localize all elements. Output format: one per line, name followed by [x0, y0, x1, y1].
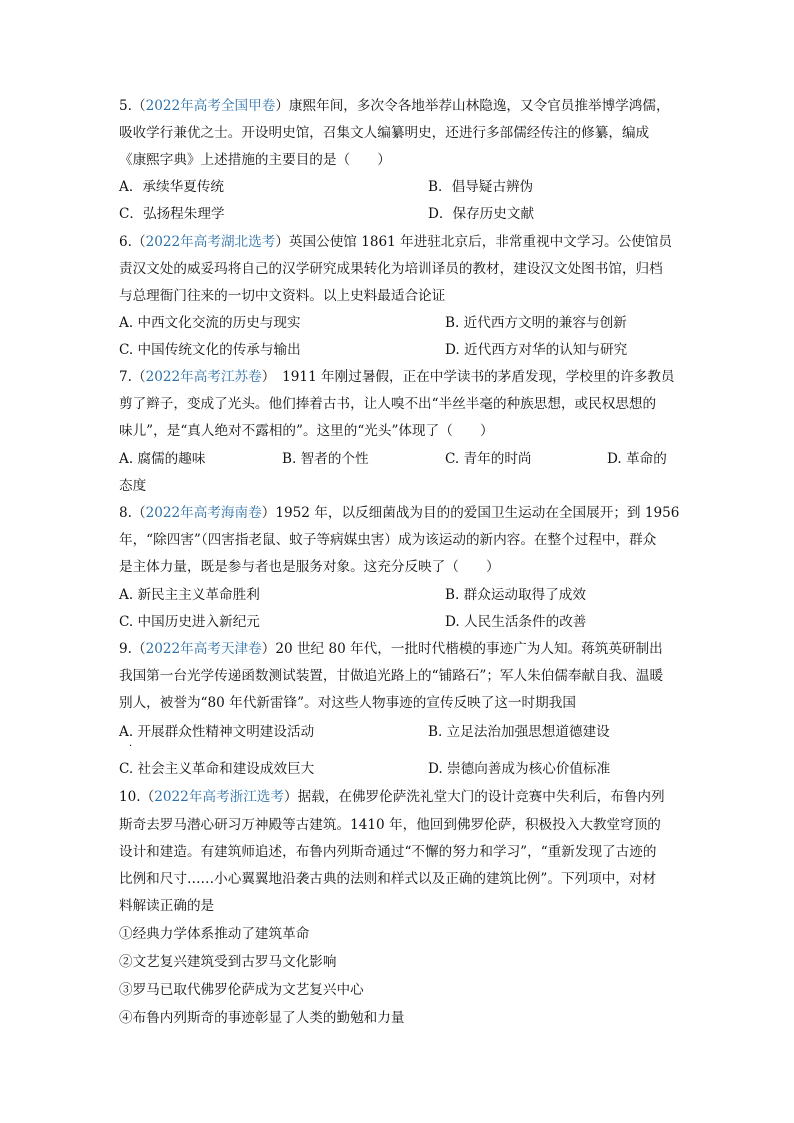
q5-source: 2022年高考全国甲卷 — [145, 98, 276, 114]
q6-text-1: ）英国公使馆 1861 年进驻北京后，非常重视中文学习。公使馆员 — [275, 234, 673, 250]
q6-line-2: 责汉文处的威妥玛将自己的汉学研究成果转化为培训译员的教材，建设汉文处图书馆，归档 — [119, 261, 663, 277]
q6-number: 6.（ — [119, 234, 146, 250]
q8-line-3: 是主体力量，既是参与者也是服务对象。这充分反映了（ ） — [119, 559, 500, 575]
q10-line-3: 设计和建造。有建筑师追述，布鲁内列斯奇通过“不懈的努力和学习”，“重新发现了古迹的 — [119, 844, 657, 860]
q6-option-d: D. 近代西方对华的认知与研究 — [445, 342, 628, 358]
q9-line-2: 我国第一台光学传递函数测试装置，甘做追光路上的“铺路石”；军人朱伯儒奉献自我、温暖 — [119, 668, 664, 684]
q7-option-c: C. 青年的时尚 — [445, 451, 532, 467]
q5-line-2: 吸收学行兼优之士。开设明史馆，召集文人编纂明史，还进行多部儒经传注的修纂，编成 — [119, 125, 650, 141]
q7-option-a: A. 腐儒的趣味 — [119, 451, 206, 467]
q9-option-a: A. 开展群众性精神文明建设活动 — [119, 724, 315, 740]
q9-option-b: B. 立足法治加强思想道德建设 — [428, 724, 610, 740]
q9-option-c: C. 社会主义革命和建设成效巨大 — [119, 761, 315, 777]
q5-option-c: C．弘扬程朱理学 — [119, 206, 225, 222]
q8-option-d: D. 人民生活条件的改善 — [445, 614, 587, 630]
q10-text-1: ）据载，在佛罗伦萨洗礼堂大门的设计竞赛中失利后，布鲁内列 — [283, 789, 665, 805]
q7-option-d: D. 革命的 — [607, 451, 667, 467]
q8-line-1 — [119, 503, 679, 523]
q5-option-b: B．倡导疑古辨伪 — [428, 179, 534, 195]
q10-line-5: 料解读正确的是 — [119, 898, 215, 914]
q8-line-2: 年，“除四害”（四害指老鼠、蚊子等病媒虫害）成为该运动的新内容。在整个过程中，群众 — [119, 532, 657, 548]
q8-option-c: C. 中国历史进入新纪元 — [119, 614, 260, 630]
q8-option-b: B. 群众运动取得了成效 — [445, 587, 586, 603]
q7-text-1: ） 1911 年刚过暑假，正在中学读书的茅盾发现，学校里的许多教员 — [261, 369, 675, 385]
q9-number: 9.（ — [119, 641, 146, 657]
q7-line-3: 味儿”，是“真人绝对不露相的”。这里的“光头”体现了（ ） — [119, 423, 494, 439]
q6-option-b: B. 近代西方文明的兼容与创新 — [445, 315, 627, 331]
q7-line-2: 剪了辫子，变成了光头。他们捧着古书，让人嗅不出“半丝半毫的种族思想，或民权思想的 — [119, 396, 657, 412]
q7-line-1 — [119, 367, 675, 387]
q6-line-1 — [119, 232, 672, 252]
q10-line-2: 斯奇去罗马潜心研习万神殿等古建筑。1410 年，他回到佛罗伦萨，积极投入大教堂穹顶的 — [119, 817, 661, 833]
q6-line-3: 与总理衙门往来的一切中文资料。以上史料最适合论证 — [119, 288, 446, 304]
q10-item-4: ④布鲁内列斯奇的事迹彰显了人类的勤勉和力量 — [119, 1010, 405, 1026]
q5-line-3: 《康熙字典》上述措施的主要目的是（ ） — [119, 152, 391, 168]
q8-text-1: ）1952 年，以反细菌战为目的的爱国卫生运动在全国展开；到 1956 — [261, 505, 680, 521]
q9-line-3: 别人，被誉为“80 年代新雷锋”。对这些人物事迹的宣传反映了这一时期我国 — [119, 695, 576, 711]
q10-line-1 — [119, 787, 665, 807]
q7-option-b: B. 智者的个性 — [282, 451, 369, 467]
q8-number: 8.（ — [119, 505, 146, 521]
q6-source: 2022年高考湖北选考 — [145, 234, 276, 250]
q9-line-1 — [119, 639, 663, 659]
q10-item-1: ①经典力学体系推动了建筑革命 — [119, 926, 310, 942]
q6-option-c: C. 中国传统文化的传承与输出 — [119, 342, 301, 358]
q7-option-d-wrap: 态度 — [119, 478, 147, 494]
q10-number: 10.（ — [119, 789, 155, 805]
stray-dot-mark: · — [129, 741, 133, 752]
q5-number: 5.（ — [119, 98, 146, 114]
q9-text-1: ）20 世纪 80 年代，一批时代楷模的事迹广为人知。蒋筑英研制出 — [261, 641, 663, 657]
q7-source: 2022年高考江苏卷 — [145, 369, 262, 385]
q8-option-a: A. 新民主主义革命胜利 — [119, 587, 260, 603]
q8-source: 2022年高考海南卷 — [145, 505, 262, 521]
q5-text-1: ）康熙年间，多次令各地举荐山林隐逸，又令官员推举博学鸿儒， — [275, 98, 670, 114]
q10-source: 2022年高考浙江选考 — [154, 789, 284, 805]
q7-number: 7.（ — [119, 369, 146, 385]
q10-item-2: ②文艺复兴建筑受到古罗马文化影响 — [119, 954, 337, 970]
q5-option-d: D．保存历史文献 — [428, 206, 535, 222]
q9-option-d: D. 崇德向善成为核心价值标准 — [428, 761, 611, 777]
q9-source: 2022年高考天津卷 — [145, 641, 262, 657]
q6-option-a: A. 中西文化交流的历史与现实 — [119, 315, 301, 331]
q10-item-3: ③罗马已取代佛罗伦萨成为文艺复兴中心 — [119, 982, 364, 998]
q5-option-a: A．承续华夏传统 — [119, 179, 224, 195]
q5-line-1 — [119, 96, 670, 116]
q10-line-4: 比例和尺寸……小心翼翼地沿袭古典的法则和样式以及正确的建筑比例”。下列项中，对材 — [119, 871, 657, 887]
